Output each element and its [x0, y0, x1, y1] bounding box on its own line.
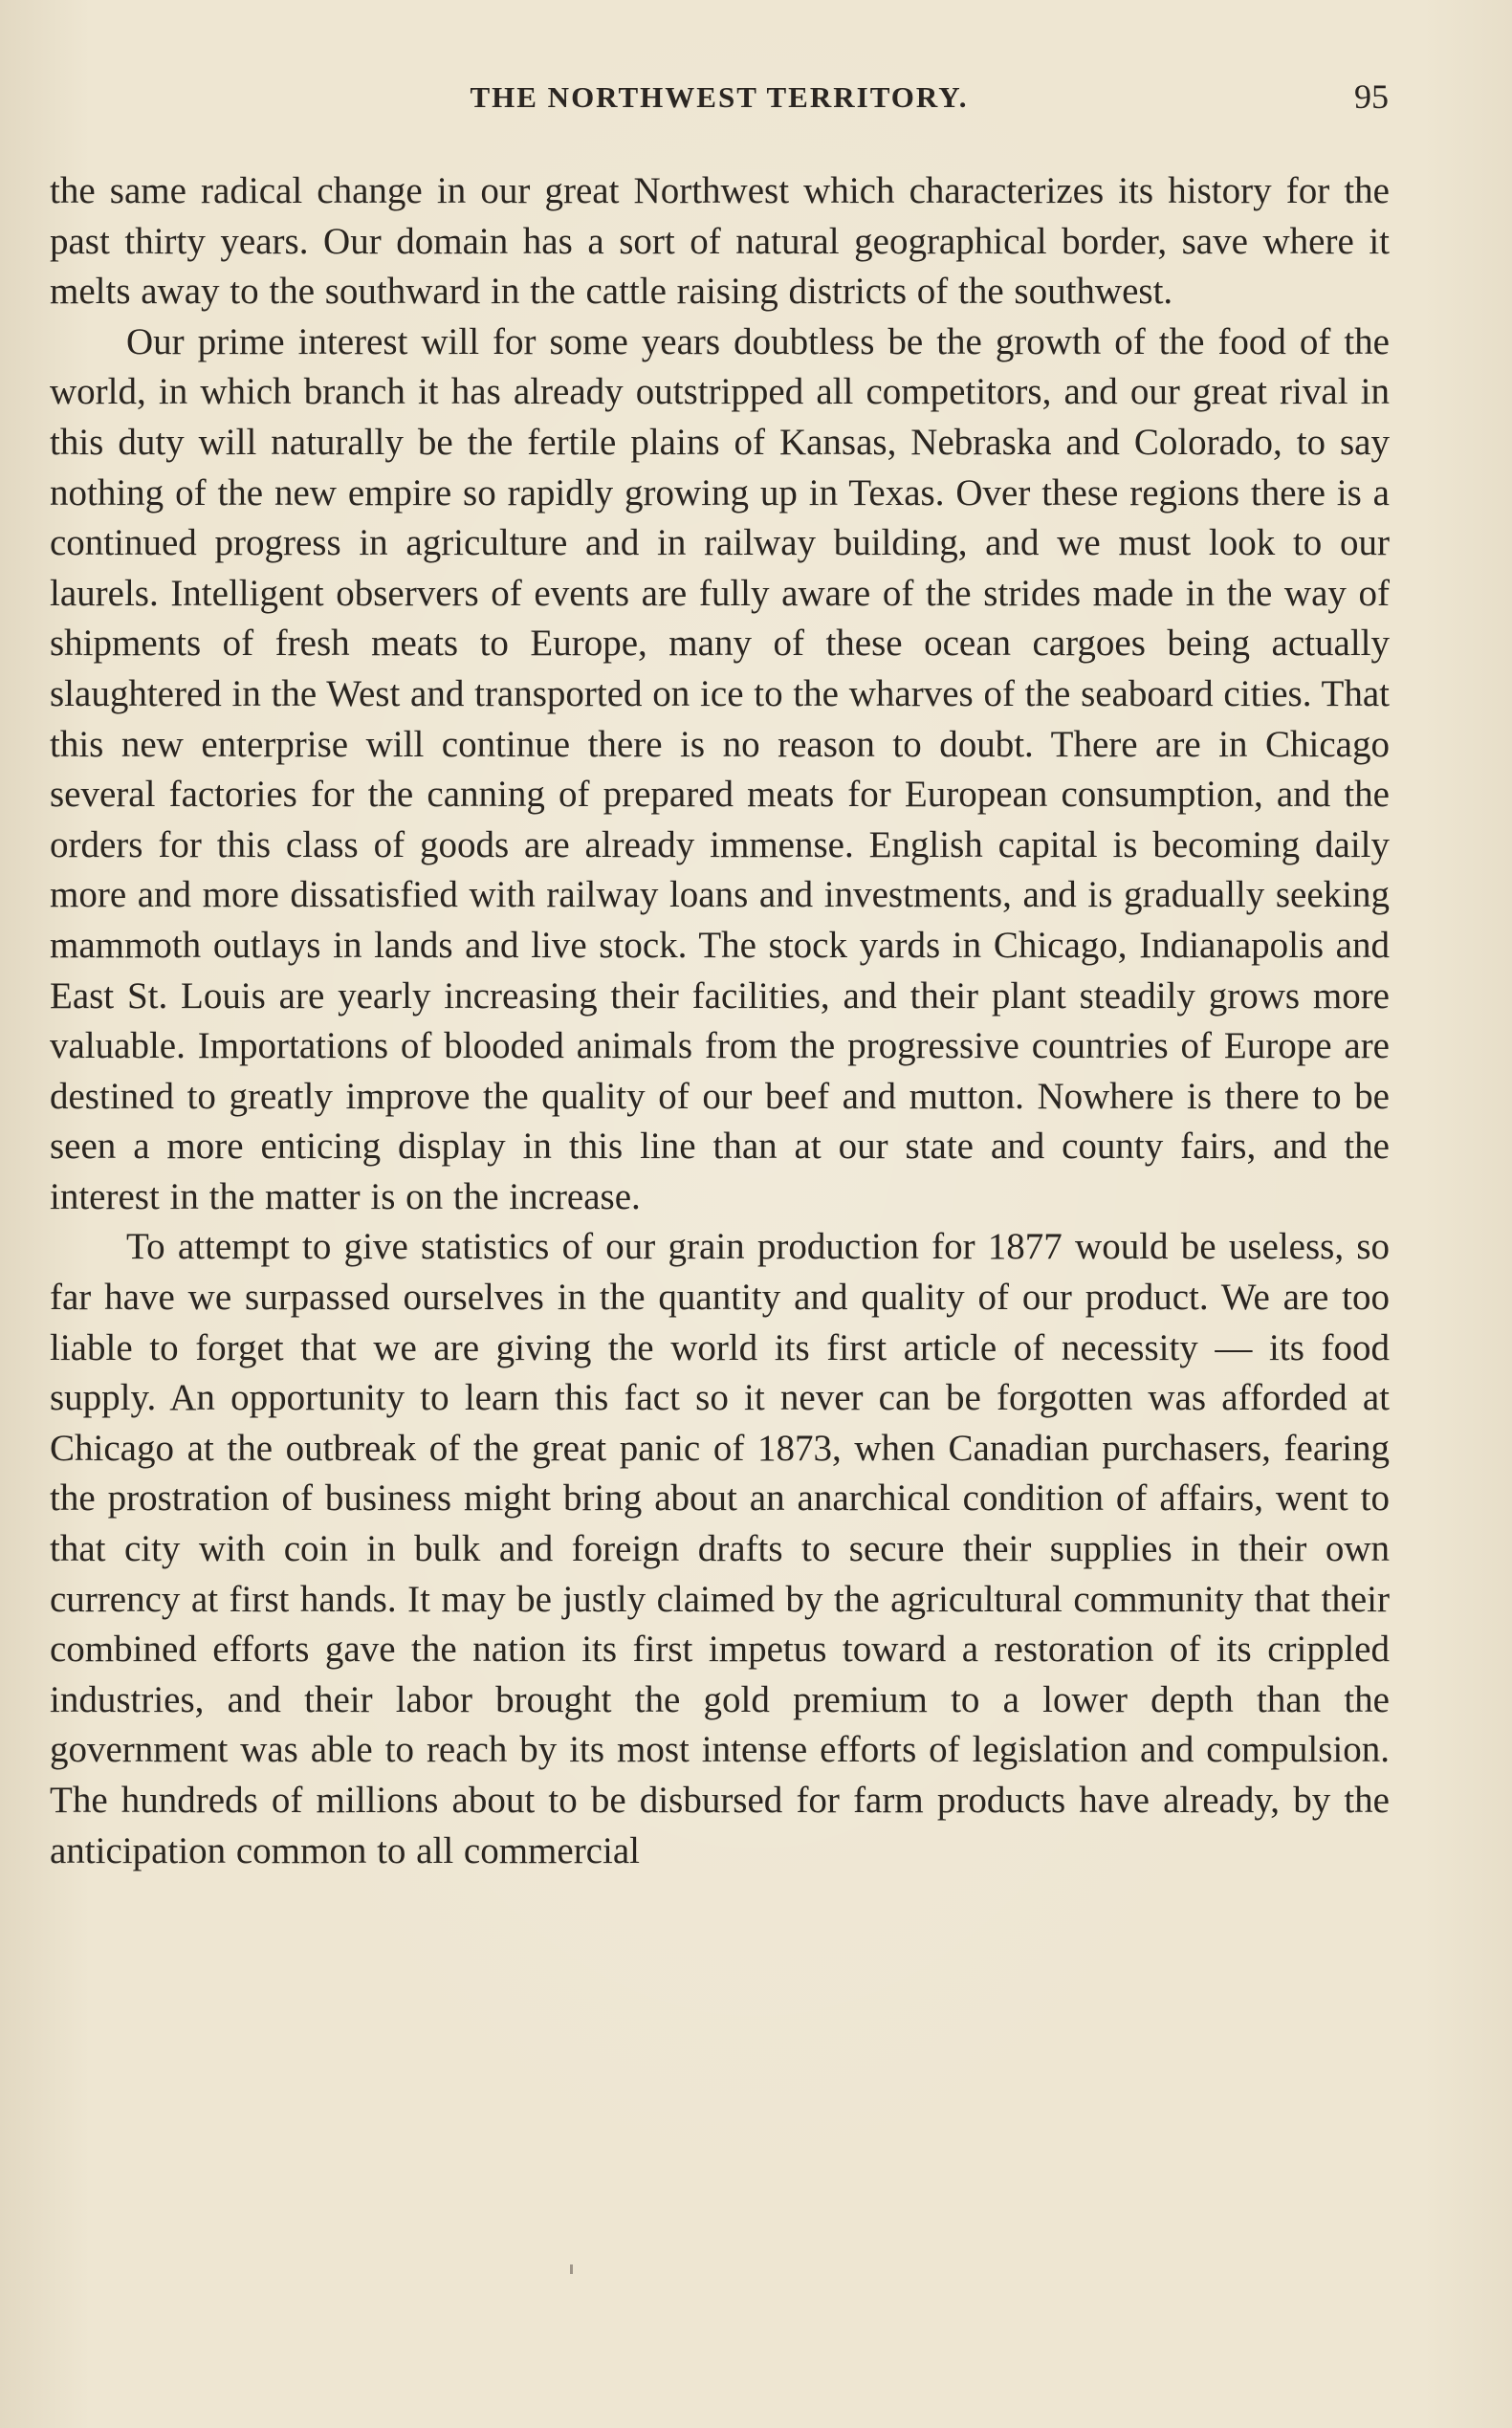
- paragraph-continuation: the same radical change in our great Northwest which characterizes its history for the past thirty years. Our domain has a sort of natural geographical border, save where it melts away to the southward in the cattle raising districts of the southwest.: [50, 170, 1390, 313]
- body-text: [50, 166, 1390, 1876]
- running-title: THE NORTHWEST TERRITORY.: [470, 80, 969, 114]
- paragraph-grain-production: To attempt to give statistics of our grain production for 1877 would be useless, so far have we surpassed ourselves in the quantity and quality of our product. We are too liable to forget that we are giving the world its first article of necessity — its food supply. An opportunity to learn this fact so it never can be forgotten was afforded at Chicago at the outbreak of the great panic of 1873, when Canadian purchasers, fearing the prostration of business might bring about an anarchical condition of affairs, went to that city with coin in bulk and foreign drafts to secure their supplies in their own currency at first hands. It may be justly claimed by the agricultural community that their combined efforts gave the nation its first impetus toward a restoration of its crippled industries, and their labor brought the gold premium to a lower depth than the government was able to reach by its most intense efforts of legislation and compulsion. The hundreds of millions about to be disbursed for farm products have already, by the anticipation common to all commercial: [50, 1226, 1390, 1871]
- page-header: [50, 77, 1389, 128]
- page-number: 95: [1354, 77, 1389, 116]
- paragraph-food-of-the-world: Our prime interest will for some years doubtless be the growth of the food of the world, in which branch it has already outstripped all competitors, and our great rival in this duty will naturally be the fertile plains of Kansas, Nebraska and Colorado, to say nothing of the new empire so rapidly growing up in Texas. Over these regions there is a continued progress in agriculture and in railway building, and we must look to our laurels. Intelligent observers of events are fully aware of the strides made in the way of shipments of fresh meats to Europe, many of these ocean cargoes being actually slaughtered in the West and transported on ice to the wharves of the seaboard cities. That this new enterprise will continue there is no reason to doubt. There are in Chicago several factories for the canning of prepared meats for European consumption, and the orders for this class of goods are already immense. English capital is becoming daily more and more dissatisfied with railway loans and investments, and is gradually seeking mammoth outlays in lands and live stock. The stock yards in Chicago, Indianapolis and East St. Louis are yearly increasing their facilities, and their plant steadily grows more valuable. Importations of blooded animals from the progressive countries of Europe are destined to greatly improve the quality of our beef and mutton. Nowhere is there to be seen a more enticing display in this line than at our state and county fairs, and the interest in the matter is on the increase.: [50, 320, 1390, 1217]
- ink-speck: [570, 2264, 573, 2274]
